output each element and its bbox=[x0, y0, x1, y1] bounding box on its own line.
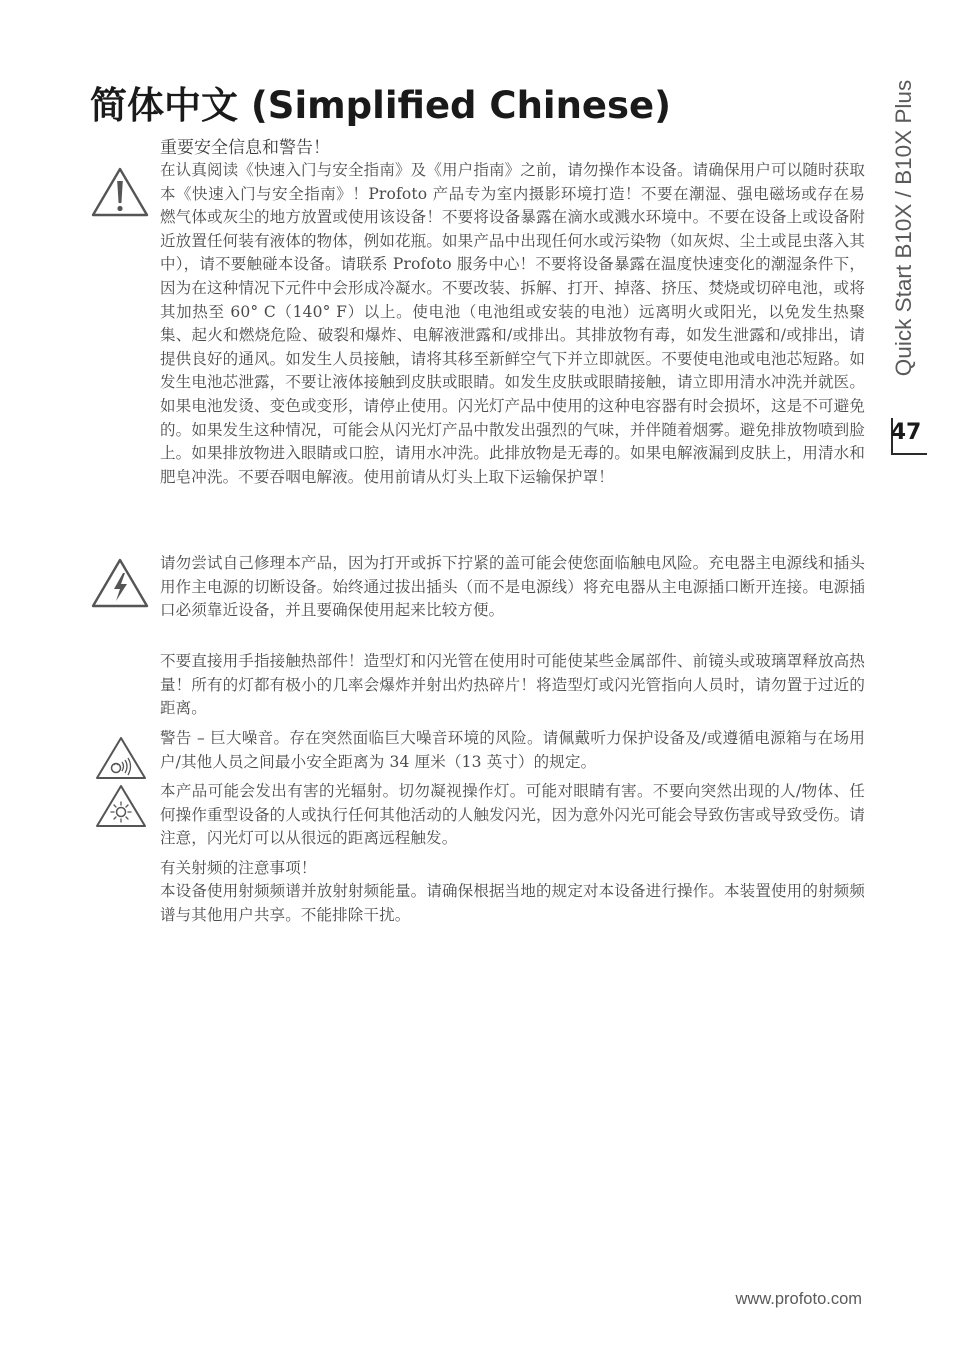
safety-paragraph-heat: 不要直接用手指接触热部件！造型灯和闪光管在使用时可能使某些金属部件、前镜头或玻璃罩释放高热量！所有的灯都有极小的几率会爆炸并射出灼热碎片！将造型灯或闪光管指向人员时，请勿置于过近的距离。 bbox=[160, 652, 865, 718]
rf-paragraph: 本设备使用射频频谱并放射射频能量。请确保根据当地的规定对本设备进行操作。本装置使用的射频频谱与其他用户共享。不能排除干扰。 bbox=[160, 882, 865, 924]
page-title: 简体中文 (Simplified Chinese) bbox=[90, 84, 672, 127]
safety-paragraph-noise: 警告 – 巨大噪音。存在突然面临巨大噪音环境的风险。请佩戴听力保护设备及/或遵循电源箱与在场用户/其他人员之间最小安全距离为 34 厘米（13 英寸）的规定。 bbox=[160, 729, 865, 771]
safety-heading: 重要安全信息和警告！ bbox=[160, 138, 330, 158]
safety-paragraph-optical: 本产品可能会发出有害的光辐射。切勿凝视操作灯。可能对眼睛有害。不要向突然出现的人/物体、任何操作重型设备的人或执行任何其他活动的人触发闪光，因为意外闪光可能会导致伤害或导致受伤。请注意，闪光灯可以从很远的距离远程触发。 bbox=[160, 782, 865, 848]
safety-paragraph-electric: 请勿尝试自己修理本产品，因为打开或拆下拧紧的盖可能会使您面临触电风险。充电器主电源线和插头用作主电源的切断设备。始终通过拔出插头（而不是电源线）将充电器从主电源插口断开连接。电源插口必须靠近设备，并且要确保使用起来比较方便。 bbox=[160, 554, 865, 620]
footer-url: www.profoto.com bbox=[735, 1290, 862, 1308]
page-number-rule-bottom bbox=[891, 453, 927, 455]
safety-paragraph-general: 在认真阅读《快速入门与安全指南》及《用户指南》之前，请勿操作本设备。请确保用户可以随时获取本《快速入门与安全指南》！Profoto 产品专为室内摄影环境打造！不要在潮湿、强电磁场或存在易燃气体或灰尘的地方放置或使用该设备！不要将设备暴露在滴水或溅水环境中。不要在设备上或设备附近放置任何装有液体的物体，例如花瓶。如果产品中出现任何水或污染物（如灰烬、尘土或昆虫落入其中），请不要触碰本设备。请联系 Profoto 服务中心！不要将设备暴露在温度快速变化的潮湿条件下，因为在这种情况下元件中会形成冷凝水。不要改装、拆解、打开、掉落、挤压、焚烧或切碎电池，或将其加热至 60° C（140° F）以上。使电池（电池组或安装的电池）远离明火或阳光，以免发生热聚集、起火和燃烧危险、破裂和爆炸、电解液泄露和/或排出。其排放物有毒，如发生泄露和/或排出，请提供良好的通风。如发生人员接触，请将其移至新鲜空气下并立即就医。不要使电池或电池芯短路。如发生电池芯泄露，不要让液体接触到皮肤或眼睛。如发生皮肤或眼睛接触，请立即用清水冲洗并就医。如果电池发烫、变色或变形，请停止使用。闪光灯产品中使用的这种电容器有时会损坏，这是不可避免的。如果发生这种情况，可能会从闪光灯产品中散发出强烈的气味，并伴随着烟雾。避免排放物喷到脸上。如果排放物进入眼睛或口腔，请用水冲洗。此排放物是无毒的。如果电解液漏到皮肤上，用清水和肥皂冲洗。不要吞咽电解液。使用前请从灯头上取下运输保护罩！ bbox=[160, 161, 865, 486]
general-warning-icon bbox=[90, 166, 150, 218]
loud-noise-icon bbox=[94, 735, 148, 781]
side-title-text: Quick Start B10X / B10X Plus bbox=[891, 79, 916, 377]
page-number: 47 bbox=[890, 420, 922, 445]
electric-shock-icon bbox=[90, 557, 150, 609]
rf-heading: 有关射频的注意事项！ bbox=[160, 859, 317, 877]
optical-radiation-icon bbox=[94, 783, 148, 829]
